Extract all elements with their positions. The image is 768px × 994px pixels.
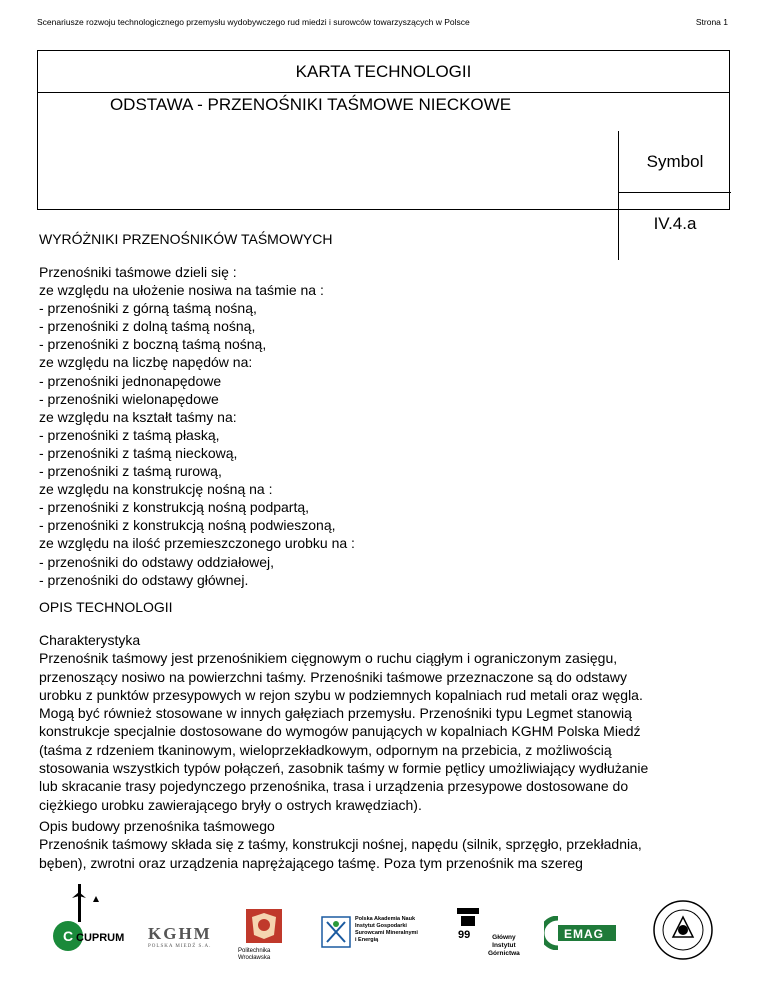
distinction-line: ze względu na ułożenie nosiwa na taśmie na : [39, 282, 324, 299]
characteristics-section [39, 631, 729, 814]
distinction-line: - przenośniki wielonapędowe [39, 390, 219, 407]
distinction-line: ze względu na ilość przemieszczonego urobku na : [39, 535, 355, 552]
symbol-label: Symbol [619, 131, 731, 193]
igsmie-line-3: Surowcami Mineralnymi [355, 930, 418, 936]
characteristics-line: konstrukcje specjalnie dostosowane do wymogów panujących w kopalniach KGHM Polska Miedź [39, 723, 641, 740]
page-header-left: Scenariusze rozwoju technologicznego przemysłu wydobywczego rud miedzi i surowców towarzyszących w Polsce [37, 17, 470, 27]
distinction-line: ze względu na kształt taśmy na: [39, 408, 237, 425]
card-subtitle: ODSTAWA - PRZENOŚNIKI TAŚMOWE NIECKOWE [109, 95, 512, 114]
gig-line-3: Górnictwa [488, 950, 520, 957]
technology-card [37, 50, 730, 233]
distinction-line: - przenośniki do odstawy oddziałowej, [39, 553, 275, 570]
igsmie-line-1: Polska Akademia Nauk [355, 916, 416, 922]
gig-line-1: Główny [492, 934, 516, 941]
build-line: Przenośnik taśmowy składa się z taśmy, konstrukcji nośnej, napędu (silnik, sprzęgło, przekładnia, [39, 836, 642, 853]
emag-wordmark: EMAG [564, 927, 604, 941]
pwr-name-2: Wrocławska [238, 955, 271, 961]
kghm-wordmark: KGHM [148, 924, 212, 943]
igsmie-line-4: i Energią [355, 937, 379, 943]
igsmie-logo [321, 916, 451, 956]
characteristics-line: Mogą być również stosowane w innych gałęziach przemysłu. Przenośniki typu Legmet stanowią [39, 705, 632, 722]
characteristics-line: Przenośnik taśmowy jest przenośnikiem cięgnowym o ruchu ciągłym i ograniczonym zasięgu, [39, 650, 618, 667]
igsmie-line-2: Instytut Gospodarki [355, 923, 407, 929]
kghm-logo [148, 924, 233, 959]
characteristics-line: urobku z punktów przesypowych w rejon szybu w podziemnych kopalniach rud metali oraz węgla. [39, 686, 643, 703]
characteristics-heading: Charakterystyka [39, 632, 141, 648]
distinctions-list [39, 263, 729, 589]
svg-text:C: C [62, 928, 74, 944]
gig-logo [455, 904, 535, 969]
characteristics-line: przenoszący nosiwo na powierzchni taśmy. Przenośniki taśmowe przeznaczone są do odstawy [39, 668, 628, 685]
symbol-value: IV.4.a [653, 214, 697, 233]
characteristics-line: lub skracanie trasy pojedynczego przenośnika, trasa i urządzenia przesypowe dostosowane do [39, 778, 629, 795]
build-heading: Opis budowy przenośnika taśmowego [39, 818, 275, 834]
distinction-line: - przenośniki z taśmą rurową, [39, 463, 222, 480]
pwr-logo [238, 909, 293, 969]
build-line: bęben), zwrotni oraz urządzenia naprężającego taśmę. Poza tym przenośnik ma szereg [39, 854, 583, 871]
characteristics-line: ciężkiego urobku zawierającego bryły o ostrych krawędziach). [39, 796, 422, 813]
distinction-line: - przenośniki z taśmą nieckową, [39, 444, 238, 461]
symbol-column [618, 131, 731, 260]
distinction-line: - przenośniki z konstrukcją nośną podpartą, [39, 499, 310, 516]
page-number: Strona 1 [695, 17, 728, 27]
characteristics-line: stosowania wszystkich typów połączeń, zasobnik taśmy w formie pętlicy umożliwiający wydłużanie [39, 760, 649, 777]
distinction-line: - przenośniki jednonapędowe [39, 372, 222, 389]
distinction-line: ze względu na liczbę napędów na: [39, 354, 253, 371]
distinction-line: - przenośniki z konstrukcją nośną podwieszoną, [39, 517, 336, 534]
build-text [39, 835, 729, 872]
distinctions-heading: WYRÓŻNIKI PRZENOŚNIKÓW TAŚMOWYCH [39, 231, 333, 247]
distinction-line: ze względu na konstrukcję nośną na : [39, 481, 273, 498]
distinction-line: - przenośniki z boczną taśmą nośną, [39, 336, 267, 353]
gig-line-2: Instytut [492, 942, 516, 949]
pwr-name-1: Politechnika [238, 948, 271, 954]
polsl-logo [652, 899, 714, 961]
card-title: KARTA TECHNOLOGII [38, 51, 729, 93]
kghm-subtitle: POLSKA MIEDŹ S.A. [148, 944, 212, 949]
cuprum-wordmark: CUPRUM [76, 932, 125, 944]
characteristics-line: (taśma z rdzeniem tkaninowym, wieloprzekładkowym, odpornym na przebicia, z możliwością [39, 741, 612, 758]
partner-logos [40, 884, 730, 969]
distinction-line: Przenośniki taśmowe dzieli się : [39, 264, 237, 280]
characteristics-text [39, 649, 729, 814]
build-section [39, 817, 729, 872]
description-heading: OPIS TECHNOLOGII [39, 599, 173, 615]
distinction-line: - przenośniki z górną taśmą nośną, [39, 300, 257, 317]
distinction-line: - przenośniki do odstawy głównej. [39, 571, 249, 588]
distinction-line: - przenośniki z taśmą płaską, [39, 426, 220, 443]
svg-text:99: 99 [458, 929, 471, 941]
emag-logo [544, 916, 619, 950]
cuprum-logo [48, 884, 130, 964]
distinction-line: - przenośniki z dolną taśmą nośną, [39, 318, 256, 335]
